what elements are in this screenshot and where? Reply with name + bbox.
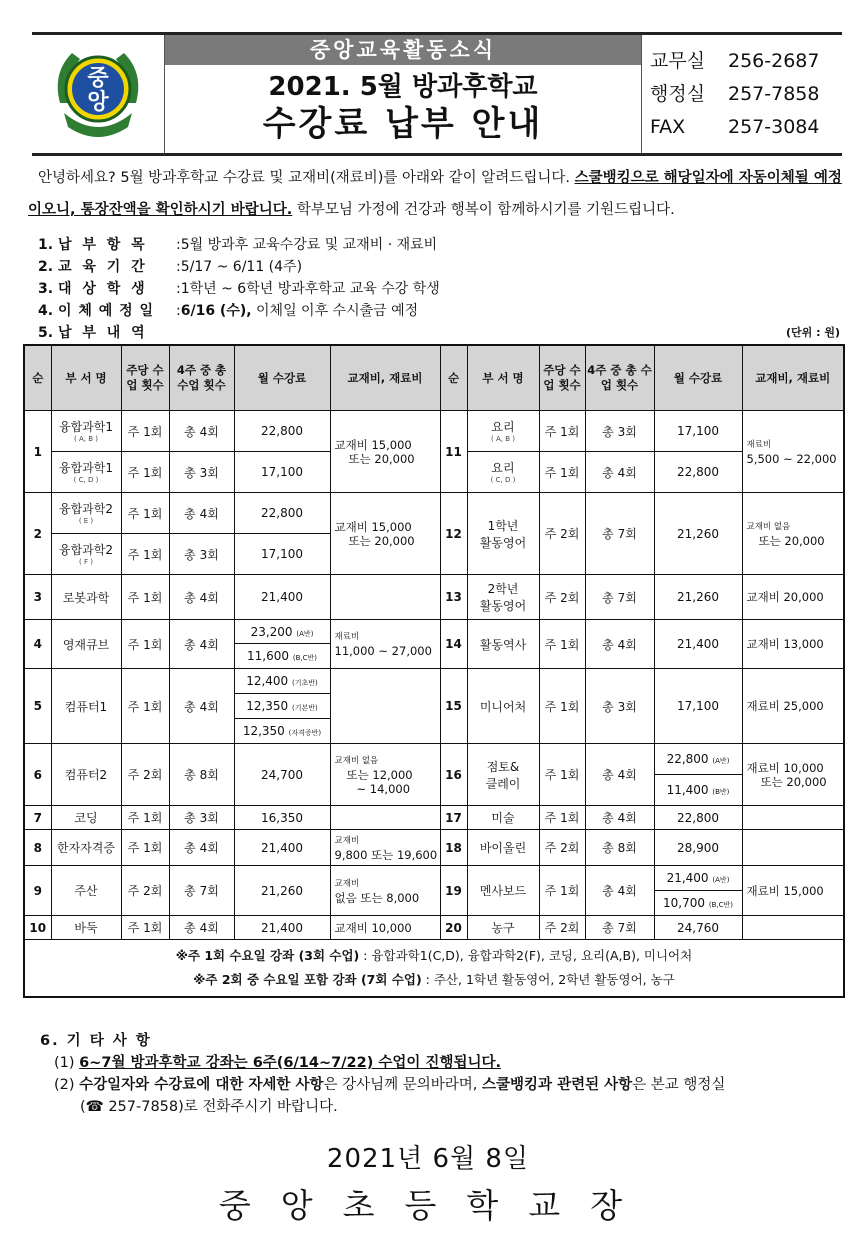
table-cell: 주 1회 <box>539 620 585 669</box>
table-header-cell: 월 수강료 <box>234 345 330 411</box>
table-cell: 13 <box>440 575 467 620</box>
table-cell: 농구 <box>467 916 539 940</box>
table-cell: 교재비 없음 또는 20,000 <box>742 493 844 575</box>
table-cell: 17,100 <box>234 534 330 575</box>
table-notes-row <box>24 940 844 998</box>
table-cell: 융합과학2 ( F ) <box>51 534 121 575</box>
info-list <box>38 234 440 344</box>
table-cell: 17,100 <box>654 411 742 452</box>
table-cell: 21,400 <box>234 830 330 866</box>
table-cell: 12,400 (기초반) <box>234 669 330 694</box>
table-cell: 총 7회 <box>585 575 654 620</box>
table-cell: 24,700 <box>234 744 330 806</box>
table-cell: 총 4회 <box>169 575 234 620</box>
table-cell: 총 4회 <box>169 669 234 744</box>
info-row: 4. 이 체 예 정 일 : 6/16 (수), 이체일 이후 수시출금 예정 <box>38 303 419 319</box>
table-cell: 4 <box>24 620 51 669</box>
table-cell: 융합과학1 ( A, B ) <box>51 411 121 452</box>
table-cell: 주 1회 <box>121 669 169 744</box>
table-cell: 재료비 5,500 ~ 22,000 <box>742 411 844 493</box>
table-cell: 총 4회 <box>585 806 654 830</box>
issue-date: 2021년 6월 8일 <box>326 1144 530 1174</box>
table-cell: 총 4회 <box>169 916 234 940</box>
table-cell: 22,800 <box>234 411 330 452</box>
other-notes-heading: 6. 기 타 사 항 <box>40 1033 152 1049</box>
table-cell: 주 1회 <box>121 620 169 669</box>
table-cell: 총 4회 <box>585 866 654 916</box>
table-cell: 한자자격증 <box>51 830 121 866</box>
table-cell: 재료비 25,000 <box>742 669 844 744</box>
table-cell: 로봇과학 <box>51 575 121 620</box>
other-notes: 6. 기 타 사 항 (1) 6~7월 방과후학교 강좌는 6주(6/14~7/22) 수업이 진행됩니다. (2) 수강일자와 수강료에 대한 자세한 사항은 강사님께 문의바라며, 스쿨뱅킹과 관련된 사항은 본교 행정실 (☎ 257-7858)로 전화주시기 바랍니다. <box>40 1030 725 1118</box>
school-emblem-icon <box>50 43 146 143</box>
table-cell: 주 1회 <box>121 411 169 452</box>
table-cell: 총 3회 <box>169 452 234 493</box>
fee-table <box>23 344 845 998</box>
table-header-cell: 월 수강료 <box>654 345 742 411</box>
table-cell: 총 3회 <box>169 806 234 830</box>
table-cell: 주 1회 <box>539 669 585 744</box>
table-row <box>24 830 844 866</box>
table-cell: 11 <box>440 411 467 493</box>
table-row <box>24 669 844 694</box>
table-cell: 21,400 (A반) <box>654 866 742 891</box>
info-row: 3. 대 상 학 생 : 1학년 ~ 6학년 방과후학교 교육 수강 학생 <box>38 281 440 297</box>
table-cell: 요리 ( C, D ) <box>467 452 539 493</box>
table-cell: 28,900 <box>654 830 742 866</box>
table-cell: 주 1회 <box>121 830 169 866</box>
contact-list <box>650 45 842 144</box>
table-cell: 16 <box>440 744 467 806</box>
table-cell: 21,400 <box>654 620 742 669</box>
table-cell: 교재비 20,000 <box>742 575 844 620</box>
table-cell: 12,350 (기본반) <box>234 694 330 719</box>
table-cell: 총 8회 <box>169 744 234 806</box>
table-header-cell: 교재비, 재료비 <box>742 345 844 411</box>
table-cell: 22,800 (A반) <box>654 744 742 775</box>
table-cell: 점토& 클레이 <box>467 744 539 806</box>
table-cell: 주 2회 <box>539 830 585 866</box>
table-header-cell: 순 <box>24 345 51 411</box>
table-cell: 10,700 (B,C반) <box>654 891 742 916</box>
table-cell: 17,100 <box>234 452 330 493</box>
title-line1: 2021. 5월 방과후학교 <box>268 72 538 102</box>
title-box <box>165 35 642 153</box>
table-cell: 총 8회 <box>585 830 654 866</box>
table-cell: 총 4회 <box>169 411 234 452</box>
table-row <box>24 866 844 891</box>
table-cell: 21,260 <box>654 575 742 620</box>
table-header-row <box>24 345 844 411</box>
table-cell: 교재비 13,000 <box>742 620 844 669</box>
table-cell: 총 4회 <box>585 620 654 669</box>
note-item-2: (2) 수강일자와 수강료에 대한 자세한 사항은 강사님께 문의바라며, 스쿨뱅킹과 관련된 사항은 본교 행정실 <box>54 1077 726 1093</box>
table-cell: 미술 <box>467 806 539 830</box>
table-cell: 주 2회 <box>539 916 585 940</box>
table-cell: 교재비 15,000 또는 20,000 <box>330 493 440 575</box>
table-cell: 21,260 <box>654 493 742 575</box>
newsletter-band: 중앙교육활동소식 <box>165 35 641 65</box>
table-cell: 총 3회 <box>585 411 654 452</box>
contact-row: FAX 257-3084 <box>650 116 820 138</box>
table-cell: 컴퓨터1 <box>51 669 121 744</box>
table-row <box>24 493 844 534</box>
table-cell: 교재비 없음 또는 12,000 ~ 14,000 <box>330 744 440 806</box>
table-cell: 주 1회 <box>121 916 169 940</box>
table-cell <box>742 830 844 866</box>
table-row <box>24 575 844 620</box>
table-cell: 요리 ( A, B ) <box>467 411 539 452</box>
table-cell: 17 <box>440 806 467 830</box>
table-cell: 22,800 <box>654 806 742 830</box>
table-cell: 5 <box>24 669 51 744</box>
table-cell: 교재비 15,000 또는 20,000 <box>330 411 440 493</box>
table-cell: 융합과학1 ( C, D ) <box>51 452 121 493</box>
table-cell: 총 7회 <box>585 916 654 940</box>
table-cell: 주 2회 <box>121 866 169 916</box>
table-cell: 총 7회 <box>169 866 234 916</box>
table-cell: 17,100 <box>654 669 742 744</box>
table-cell <box>742 916 844 940</box>
table-cell: 11,600 (B,C반) <box>234 644 330 669</box>
table-header-cell: 주당 수업 횟수 <box>539 345 585 411</box>
principal-signature: 중앙초등학교장 <box>218 1186 653 1225</box>
table-cell: 주산 <box>51 866 121 916</box>
table-cell: 12 <box>440 493 467 575</box>
intro-paragraph: 안녕하세요? 5월 방과후학교 수강료 및 교재비(재료비)를 아래와 같이 알려드립니다. 스쿨뱅킹으로 해당일자에 자동이체될 예정이오니, 통장잔액을 확인하시기 바랍니다. 학부모님 가정에 건강과 행복이 함께하시기를 기원드립니다. <box>28 170 842 218</box>
table-cell: 융합과학2 ( E ) <box>51 493 121 534</box>
table-cell: 미니어처 <box>467 669 539 744</box>
table-cell: 멘사보드 <box>467 866 539 916</box>
table-cell: 주 1회 <box>121 806 169 830</box>
table-row <box>24 411 844 452</box>
table-cell: 영재큐브 <box>51 620 121 669</box>
note-item-1: (1) 6~7월 방과후학교 강좌는 6주(6/14~7/22) 수업이 진행됩니다. <box>54 1055 501 1071</box>
svg-text:중: 중 <box>87 66 109 91</box>
table-cell <box>330 806 440 830</box>
table-cell: 20 <box>440 916 467 940</box>
table-cell: 3 <box>24 575 51 620</box>
table-cell: 주 1회 <box>121 452 169 493</box>
contact-row: 행정실 257-7858 <box>650 83 820 105</box>
table-cell: 주 1회 <box>121 493 169 534</box>
table-cell: 주 2회 <box>121 744 169 806</box>
table-cell: 교재비 10,000 <box>330 916 440 940</box>
table-cell: 23,200 (A반) <box>234 620 330 644</box>
table-cell: 총 4회 <box>585 452 654 493</box>
table-cell: 주 1회 <box>539 744 585 806</box>
table-cell: 컴퓨터2 <box>51 744 121 806</box>
table-cell: 교재비 없음 또는 8,000 <box>330 866 440 916</box>
table-header-cell: 순 <box>440 345 467 411</box>
table-cell: 총 7회 <box>585 493 654 575</box>
school-logo <box>32 35 165 153</box>
table-row <box>24 916 844 940</box>
table-cell: 2학년 활동영어 <box>467 575 539 620</box>
table-cell <box>330 669 440 744</box>
table-cell: 총 4회 <box>169 830 234 866</box>
table-cell: 19 <box>440 866 467 916</box>
table-cell: 주 1회 <box>539 866 585 916</box>
table-cell: 10 <box>24 916 51 940</box>
table-cell: 재료비 11,000 ~ 27,000 <box>330 620 440 669</box>
title-line2: 수강료 납부 안내 <box>262 104 544 144</box>
table-cell <box>330 575 440 620</box>
table-cell: 재료비 15,000 <box>742 866 844 916</box>
table-cell: 주 1회 <box>121 534 169 575</box>
table-cell: 주 2회 <box>539 493 585 575</box>
table-cell: 21,400 <box>234 916 330 940</box>
table-cell: 주 1회 <box>539 452 585 493</box>
unit-label: (단위 : 원) <box>786 326 840 339</box>
info-row: 2. 교 육 기 간 : 5/17 ~ 6/11 (4주) <box>38 259 303 275</box>
table-cell: 주 1회 <box>539 411 585 452</box>
info-row: 5. 납 부 내 역 <box>38 325 148 341</box>
table-cell: 활동역사 <box>467 620 539 669</box>
table-cell: 바둑 <box>51 916 121 940</box>
table-cell: 24,760 <box>654 916 742 940</box>
table-cell: 2 <box>24 493 51 575</box>
table-cell <box>742 806 844 830</box>
table-cell: 총 4회 <box>169 620 234 669</box>
info-row: 1. 납 부 항 목 : 5월 방과후 교육수강료 및 교재비 · 재료비 <box>38 237 438 253</box>
contact-row: 교무실 256-2687 <box>650 50 820 72</box>
table-header-cell: 4주 중 총 수업 횟수 <box>169 345 234 411</box>
table-cell: 주 1회 <box>539 806 585 830</box>
table-cell: 재료비 10,000 또는 20,000 <box>742 744 844 806</box>
table-cell: 코딩 <box>51 806 121 830</box>
table-cell: 21,260 <box>234 866 330 916</box>
svg-text:앙: 앙 <box>87 90 109 115</box>
table-cell: 16,350 <box>234 806 330 830</box>
table-cell: 총 4회 <box>169 493 234 534</box>
table-cell: 22,800 <box>234 493 330 534</box>
table-cell: 15 <box>440 669 467 744</box>
table-cell: 총 4회 <box>585 744 654 806</box>
table-cell: 주 2회 <box>539 575 585 620</box>
table-cell: 9 <box>24 866 51 916</box>
table-cell: 주 1회 <box>121 575 169 620</box>
table-cell: 교재비 9,800 또는 19,600 <box>330 830 440 866</box>
table-row <box>24 806 844 830</box>
table-cell: 21,400 <box>234 575 330 620</box>
table-header-cell: 주당 수업 횟수 <box>121 345 169 411</box>
table-header-cell: 4주 중 총 수업 횟수 <box>585 345 654 411</box>
table-row <box>24 620 844 644</box>
intro-emphasis: 스쿨뱅킹으로 해당일자에 자동이체될 예정이오니, 통장잔액을 확인하시기 바랍니다. <box>28 170 842 218</box>
table-cell: 1 <box>24 411 51 493</box>
table-header-cell: 부 서 명 <box>467 345 539 411</box>
table-cell: 총 3회 <box>169 534 234 575</box>
table-cell: 18 <box>440 830 467 866</box>
table-cell: 7 <box>24 806 51 830</box>
header <box>32 32 842 156</box>
table-cell: 14 <box>440 620 467 669</box>
table-cell: 11,400 (B반) <box>654 775 742 806</box>
table-cell: 1학년 활동영어 <box>467 493 539 575</box>
table-notes: ※주 1회 수요일 강좌 (3회 수업) : 융합과학1(C,D), 융합과학2(F), 코딩, 요리(A,B), 미니어처 ※주 2회 중 수요일 포함 강좌 (7회 수업) : 주산, 1학년 활동영어, 2학년 활동영어, 농구 <box>24 940 844 998</box>
table-cell: 12,350 (자격증반) <box>234 719 330 744</box>
table-cell: 22,800 <box>654 452 742 493</box>
table-cell: 8 <box>24 830 51 866</box>
table-cell: 바이올린 <box>467 830 539 866</box>
table-cell: 6 <box>24 744 51 806</box>
table-header-cell: 교재비, 재료비 <box>330 345 440 411</box>
table-row <box>24 744 844 775</box>
table-cell: 총 3회 <box>585 669 654 744</box>
table-header-cell: 부 서 명 <box>51 345 121 411</box>
